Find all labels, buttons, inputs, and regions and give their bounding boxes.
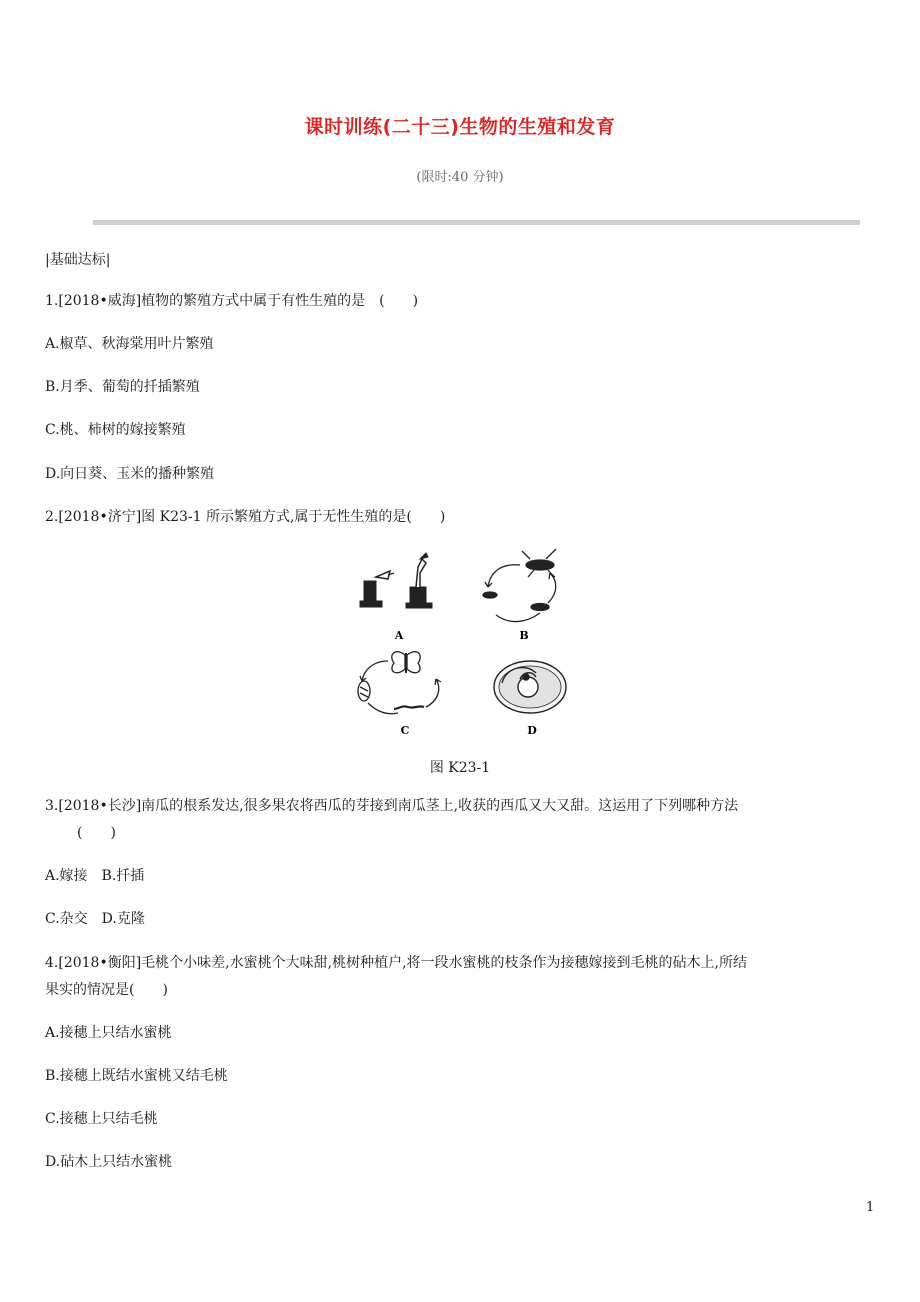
figure-d-egg [494, 661, 566, 713]
figure-caption: 图 K23-1 [429, 760, 491, 776]
q1-option-b: B.月季、葡萄的扦插繁殖 [45, 379, 200, 395]
q3-options-ab: A.嫁接 B.扦插 [45, 868, 145, 884]
q1-option-d: D.向日葵、玉米的播种繁殖 [45, 466, 215, 482]
q2-stem: 2.[2018•济宁]图 K23-1 所示繁殖方式,属于无性生殖的是( ) [45, 509, 446, 525]
time-limit: (限时:40 分钟) [416, 170, 504, 185]
q4-option-d: D.砧木上只结水蜜桃 [45, 1154, 173, 1170]
q3-options-cd: C.杂交 D.克隆 [45, 911, 145, 927]
page-number: 1 [866, 1200, 875, 1215]
q1-option-a: A.椒草、秋海棠用叶片繁殖 [45, 336, 214, 352]
figure-label-a: A [394, 629, 404, 642]
q3-stem-line2: ( ) [77, 825, 116, 841]
figure-label-b: B [519, 629, 529, 642]
q1-stem: 1.[2018•威海]植物的繁殖方式中属于有性生殖的是 ( ) [45, 293, 419, 309]
figure-c-butterfly-cycle [358, 652, 441, 714]
figure-label-d: D [527, 724, 537, 737]
figure-k23-1 [350, 543, 580, 743]
q1-option-c: C.桃、柿树的嫁接繁殖 [45, 422, 186, 438]
page-title: 课时训练(二十三)生物的生殖和发育 [304, 116, 616, 138]
section-label: |基础达标| [45, 252, 111, 268]
q4-stem-line1: 4.[2018•衡阳]毛桃个小味差,水蜜桃个大味甜,桃树种植户,将一段水蜜桃的枝条作为接穗嫁接到毛桃的砧木上,所结 [45, 955, 747, 971]
q4-stem-line2: 果实的情况是( ) [45, 982, 168, 998]
q3-stem-line1: 3.[2018•长沙]南瓜的根系发达,很多果农将西瓜的芽接到南瓜茎上,收获的西瓜又大又甜。这运用了下列哪种方法 [45, 798, 739, 814]
figure-b-grasshopper-cycle [483, 549, 556, 622]
q4-option-c: C.接穗上只结毛桃 [45, 1111, 158, 1127]
divider [93, 220, 860, 225]
q4-option-a: A.接穗上只结水蜜桃 [45, 1025, 172, 1041]
q4-option-b: B.接穗上既结水蜜桃又结毛桃 [45, 1068, 228, 1084]
figure-label-c: C [400, 724, 410, 737]
figure-a-grafting [360, 553, 432, 608]
